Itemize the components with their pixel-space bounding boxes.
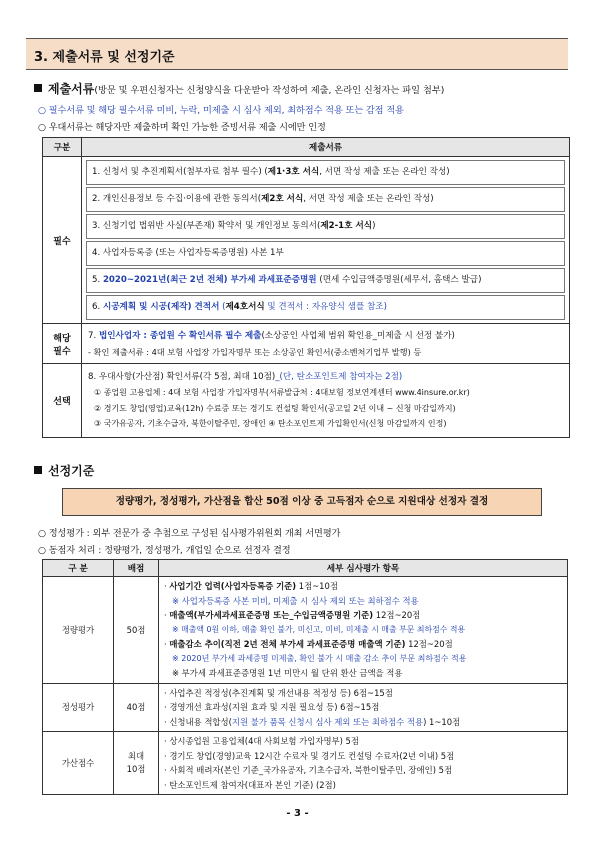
section-title: 3. 제출서류 및 선정기준 [34,50,175,65]
quant-item-2-note: ※ 매출액 0원 이하, 매출 확인 불가, 미신고, 미비, 미제출 시 매출 부문 최하점수 적용 [172,624,466,634]
selection-note-1: ○ 정성평가 : 외부 전문가 중 추첨으로 구성된 심사평가위원회 개최 서면평가 [38,528,341,539]
req-doc-3: 3. 신청기업 법위반 사실(부존재) 확약서 및 개인정보 동의서(제2-1호 서식) [86,214,565,239]
bonus-item-4: · 탄소포인트제 참여자(대표자 본인 기준) (2점) [164,779,336,790]
circle-bullet-icon: ○ [38,122,49,133]
pref-doc-8-line-1: ① 종업원 고용업체 : 4대 보험 사업장 가입자명부(서류발급처 : 4대보험 정보연계센터 www.4insure.or.kr) [94,388,470,397]
circle-bullet-icon: ○ [38,528,49,539]
docs-note-1: ○ 필수서류 및 해당 필수서류 미비, 누락, 미제출 시 심사 제외, 최하점수 적용 또는 감점 적용 [38,105,404,116]
cat-preferred: 선택 [43,364,82,438]
qual-label: 정성평가 [43,683,114,732]
bonus-item-3: · 사회적 배려자(본인 기준_국가유공자, 기초수급자, 북한이탈주민, 장애인) 5점 [164,765,453,775]
quant-label: 정량평가 [43,577,114,684]
circle-bullet-icon: ○ [38,545,49,556]
quant-item-3: · 매출감소 추이(직전 2년 전체 부가세 과세표준증명 매출액 기준) 12점~20점 [164,639,453,649]
selection-banner: 정량평가, 정성평가, 가산점을 합산 50점 이상 중 고득점자 순으로 지원대상 선정자 결정 [62,488,542,516]
criteria-col-items: 세부 심사평가 항목 [159,560,568,577]
criteria-col-category: 구 분 [43,560,114,577]
preferred-docs [82,364,570,438]
quant-item-1: · 사업기간 업력(사업자등록증 기준) 1점~10점 [164,581,338,591]
qual-points: 40점 [114,683,159,732]
bonus-items [159,732,568,795]
section-header [26,38,568,70]
quant-items [159,577,568,684]
docs-col-category: 구분 [43,138,82,157]
docs-heading: 제출서류(방문 및 우편신청자는 신청양식을 다운받아 작성하여 제출, 온라인 신청자는 파일 첨부) [34,80,444,97]
cat-required: 필수 [43,157,82,324]
qual-item-1: · 사업추진 적정성(추진계획 및 개선내용 적정성 등) 6점~15점 [164,687,393,698]
quant-item-3-note-1: ※ 2020년 부가세 과세증명 미제출, 확인 불가 시 매출 감소 추이 부문 최하점수 적용 [172,653,467,663]
bonus-points: 최대 10점 [114,732,159,795]
selection-note-2: ○ 동점자 처리 : 정량평가, 정성평가, 개업일 순으로 선정자 결정 [38,545,291,556]
req-doc-5: 5. 2020~2021년(최근 2년 전체) 부가세 과세표준증명원 (면세 수입금액증명원(세무서, 홈택스 발급) [86,268,565,293]
applicable-docs [82,324,570,364]
qual-item-2: · 경영개선 효과성(지원 효과 및 지원 필요성 등) 6점~15점 [164,702,380,712]
pref-doc-8: 8. 우대사항(가산점) 확인서류(각 5점, 최대 10점)_(단, 탄소포인트제 참여자는 2점) [88,371,403,382]
app-doc-7: 7. 법인사업자 : 종업원 수 확인서류 필수 제출(소상공인 사업체 범위 확인용_미제출 시 선정 불가) [88,330,455,341]
app-doc-7-detail: - 확인 제출서류 : 4대 보험 사업장 가입자명부 또는 소상공인 확인서(중소벤처기업부 발행) 등 [88,346,422,357]
cat-applicable: 해당 필수 [43,324,82,364]
pref-doc-8-line-2: ② 경기도 창업(영업)교육(12h) 수료증 또는 경기도 컨설팅 확인서(공고일 2년 이내 ~ 신청 마감일까지) [94,403,456,413]
bonus-label: 가산점수 [43,732,114,795]
req-doc-1: 1. 신청서 및 추진계획서(첨부자료 첨부 필수) (제1·3호 서식, 서면 작성 제출 또는 온라인 작성) [86,160,565,185]
pref-doc-8-line-3: ③ 국가유공자, 기초수급자, 북한이탈주민, 장애인 ④ 탄소포인트제 가입확인서(신청 마감일까지 인정) [94,419,447,428]
bonus-item-2: · 경기도 창업(경영)교육 12시간 수료자 및 경기도 컨설팅 수료자(2년 이내) 5점 [164,750,455,761]
quant-item-2: · 매출액(부가세과세표준증명 또는_수입금액증명원 기준) 12점~20점 [164,610,421,620]
square-bullet-icon [34,466,42,474]
circle-bullet-icon: ○ [38,105,49,116]
req-doc-6: 6. 시공계획 및 시공(제작) 견적서 (제4호서식 및 견적서 : 자유양식 샘플 참조) [86,295,565,320]
criteria-col-points: 배점 [114,560,159,577]
criteria-table [42,559,568,795]
req-doc-2: 2. 개인신용정보 등 수집·이용에 관한 동의서(제2호 서식, 서면 작성 제출 또는 온라인 작성) [86,187,565,212]
qual-items [159,683,568,732]
quant-item-3-note-2: ※ 부가세 과세표준증명원 1년 미만시 월 단위 환산 금액을 적용 [172,668,403,678]
square-bullet-icon [34,84,42,92]
selection-heading: 선정기준 [34,462,94,479]
qual-item-3: · 신청내용 적합성(지원 불가 품목 신청시 심사 제외 또는 최하점수 적용) 1~10점 [164,716,461,727]
docs-note-2: ○ 우대서류는 해당자만 제출하며 확인 가능한 증빙서류 제출 시에만 인정 [38,122,326,133]
page-number: - 3 - [286,808,309,819]
required-docs [82,157,570,324]
req-doc-4: 4. 사업자등록증 (또는 사업자등록증명원) 사본 1부 [86,241,565,266]
docs-table [42,137,570,438]
docs-col-docs: 제출서류 [82,138,570,157]
quant-points: 50점 [114,577,159,684]
quant-item-1-note: ※ 사업자등록증 사본 미비, 미제출 시 심사 제외 또는 최하점수 적용 [172,595,419,606]
bonus-item-1: · 상시종업원 고용업체(4대 사회보험 가입자명부) 5점 [164,736,359,746]
